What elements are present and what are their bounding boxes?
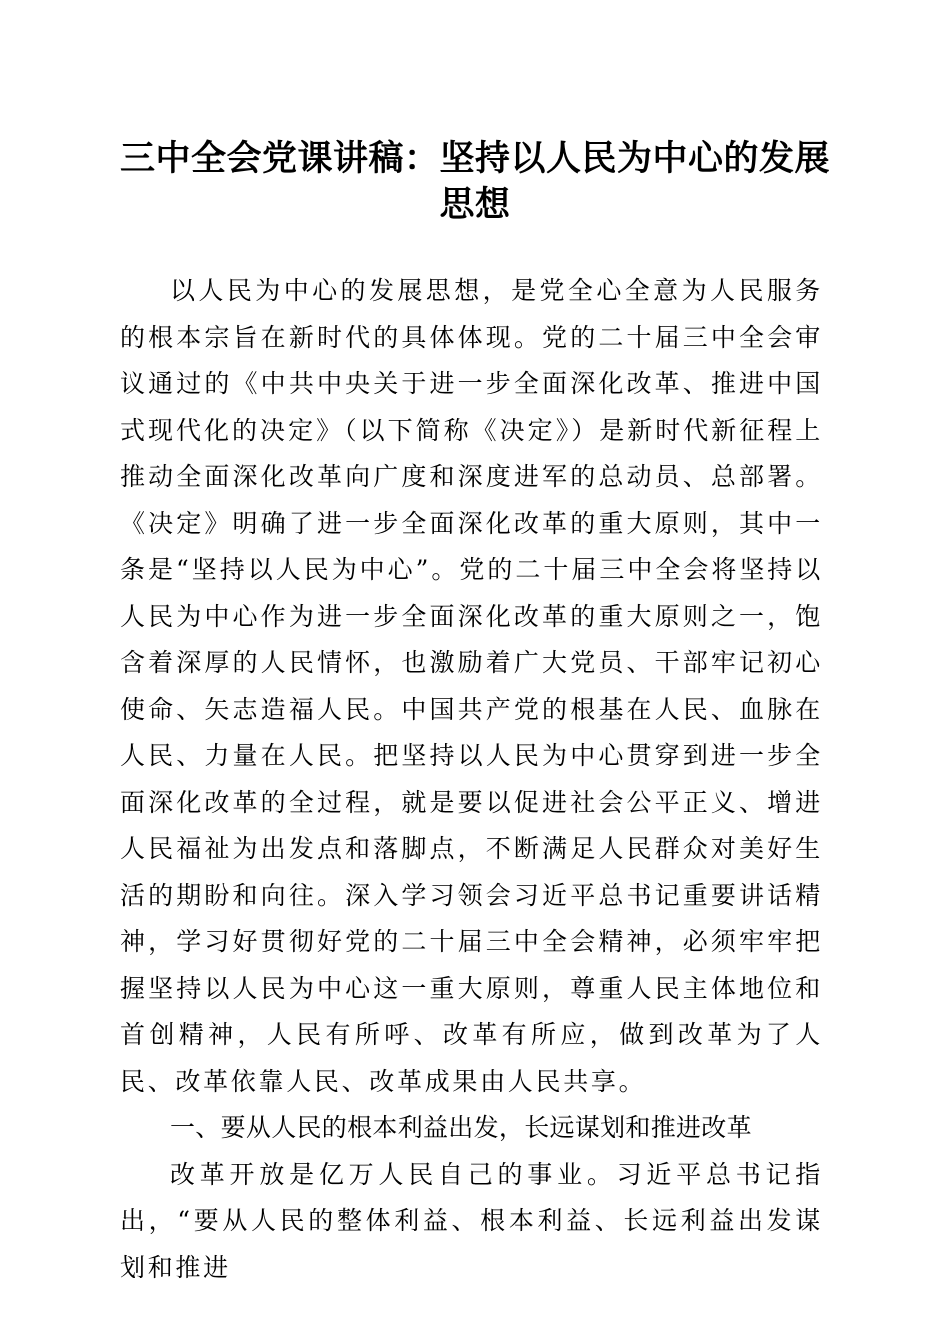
document-title: 三中全会党课讲稿：坚持以人民为中心的发展思想 (119, 138, 830, 225)
document-body (120, 268, 823, 1291)
body-paragraph: 改革开放是亿万人民自己的事业。习近平总书记指出，“要从人民的整体利益、根本利益、长远利益出发谋划和推进 (120, 1159, 823, 1282)
section-heading: 一、要从人民的根本利益出发，长远谋划和推进改革 (170, 1113, 752, 1142)
body-paragraph: 以人民为中心的发展思想，是党全心全意为人民服务的根本宗旨在新时代的具体体现。党的二十届三中全会审议通过的《中共中央关于进一步全面深化改革、推进中国式现代化的决定》（以下简称《决定》）是新时代新征程上推动全面深化改革向广度和深度进军的总动员、总部署。《决定》明确了进一步全面深化改革的重大原则，其中一条是“坚持以人民为中心”。党的二十届三中全会将坚持以人民为中心作为进一步全面深化改革的重大原则之一，饱含着深厚的人民情怀，也激励着广大党员、干部牢记初心使命、矢志造福人民。中国共产党的根基在人民、血脉在人民、力量在人民。把坚持以人民为中心贯穿到进一步全面深化改革的全过程，就是要以促进社会公平正义、增进人民福祉为出发点和落脚点，不断满足人民群众对美好生活的期盼和向往。深入学习领会习近平总书记重要讲话精神，学习好贯彻好党的二十届三中全会精神，必须牢牢把握坚持以人民为中心这一重大原则，尊重人民主体地位和首创精神，人民有所呼、改革有所应，做到改革为了人民、改革依靠人民、改革成果由人民共享。 (120, 276, 823, 1096)
